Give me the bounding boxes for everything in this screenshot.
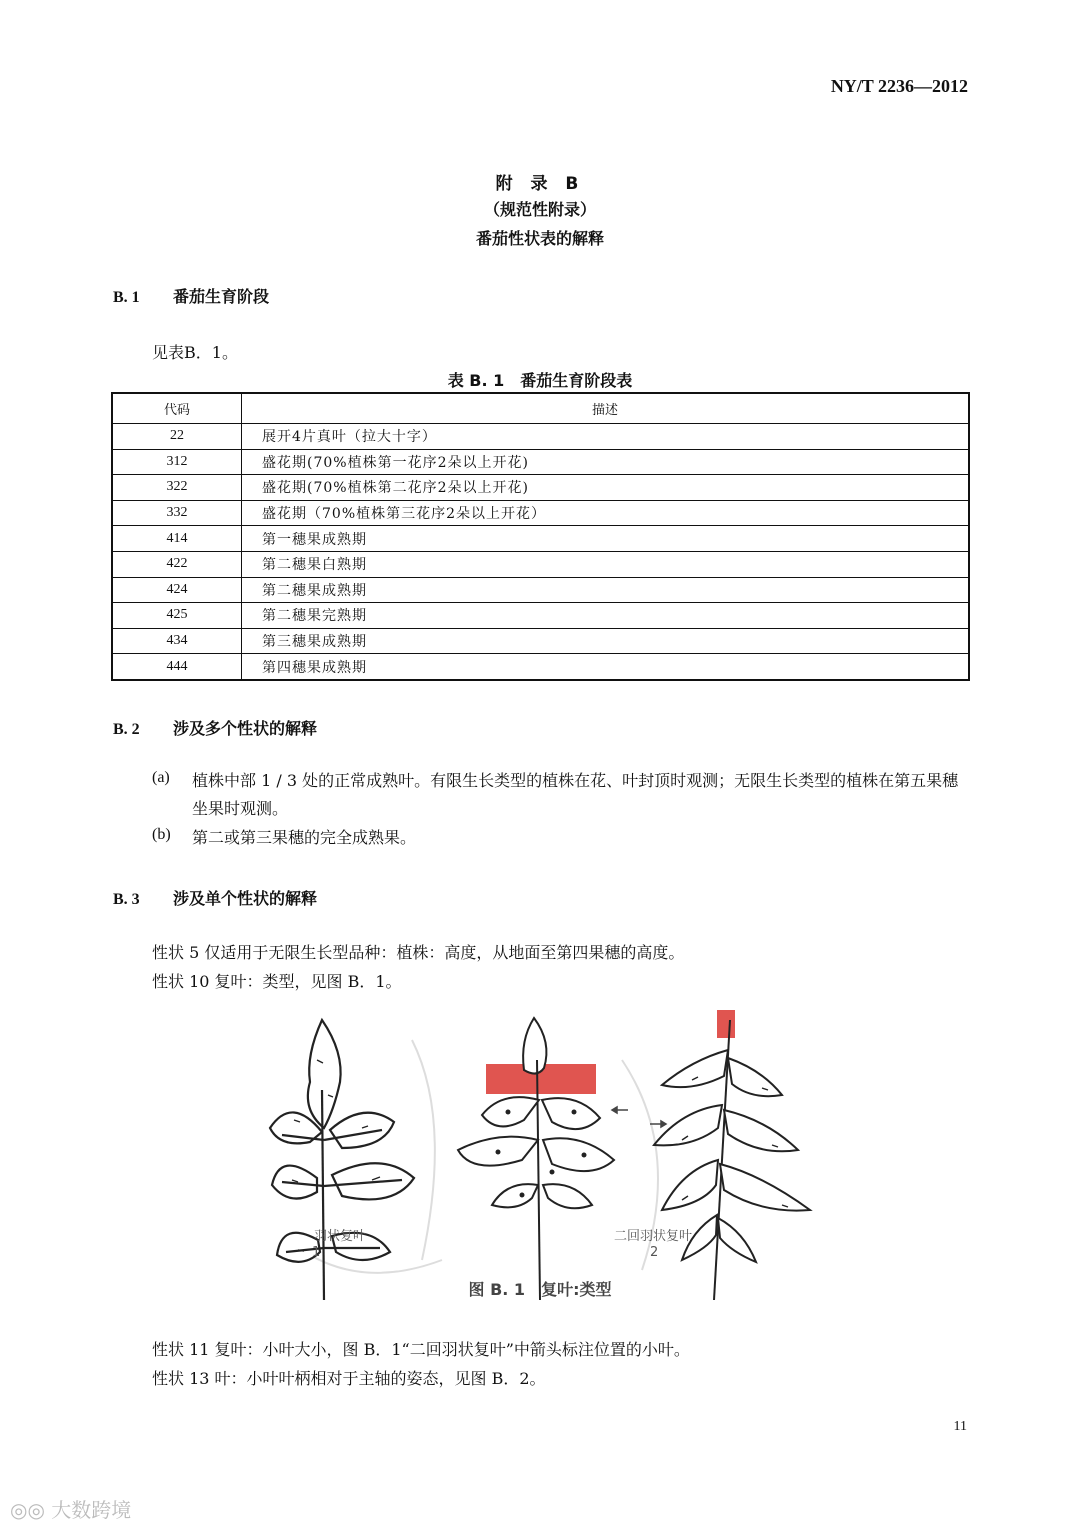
figure-label-2: 二回羽状复叶 (614, 1229, 693, 1244)
list-item (152, 824, 968, 852)
table-row (112, 551, 969, 577)
stage-description-cell: 第二穗果白熟期 (242, 551, 970, 577)
stage-description-cell: 第二穗果成熟期 (242, 577, 970, 603)
section-title: 涉及多个性状的解释 (173, 719, 318, 738)
table-header-row (112, 393, 969, 424)
page-number: 11 (953, 1419, 967, 1434)
stage-description-cell: 第二穗果完熟期 (242, 603, 970, 629)
arrow-icon (612, 1107, 666, 1127)
paragraph: 性状 13 叶：小叶叶柄相对于主轴的姿态，见图 B．2。 (152, 1369, 546, 1388)
table-row (112, 500, 969, 526)
list-item-label: (b) (152, 826, 171, 843)
stage-code-cell: 434 (112, 628, 242, 654)
stage-code-cell: 425 (112, 603, 242, 629)
table-row (112, 577, 969, 603)
watermark-logo-icon: ◎◎ (10, 1498, 45, 1522)
stage-description-cell: 第一穗果成熟期 (242, 526, 970, 552)
section-heading-b3 (113, 886, 317, 909)
stage-code-cell: 22 (112, 424, 242, 450)
list-item (152, 767, 968, 823)
document-id: NY/T 2236—2012 (830, 76, 968, 96)
figure-caption: 图 B. 1 复叶:类型 (468, 1280, 612, 1299)
section-heading-b1 (113, 284, 269, 307)
stage-description-cell: 第四穗果成熟期 (242, 654, 970, 680)
growth-stage-table (111, 392, 970, 681)
section-b1-intro: 见表B．1。 (152, 343, 238, 362)
stage-code-cell: 322 (112, 475, 242, 501)
table-row (112, 628, 969, 654)
stage-code-cell: 414 (112, 526, 242, 552)
stage-description-cell: 展开4片真叶（拉大十字） (242, 424, 970, 450)
stage-description-cell: 盛花期（70%植株第三花序2朵以上开花） (242, 500, 970, 526)
stage-code-cell: 422 (112, 551, 242, 577)
table-row (112, 475, 969, 501)
section-title: 涉及单个性状的解释 (173, 889, 318, 908)
list-item-text: 第二或第三果穗的完全成熟果。 (192, 828, 417, 847)
paragraph: 性状 10 复叶：类型，见图 B．1。 (152, 972, 402, 991)
section-number: B. 2 (113, 721, 140, 738)
section-number: B. 1 (113, 289, 140, 306)
highlight-band-right (717, 1010, 735, 1038)
paragraph: 性状 5 仅适用于无限生长型品种：植株：高度，从地面至第四果穗的高度。 (152, 943, 685, 962)
appendix-subtitle: 番茄性状表的解释 (475, 229, 604, 248)
stage-description-cell: 第三穗果成熟期 (242, 628, 970, 654)
appendix-title: 附 录 B (495, 174, 585, 194)
list-item-label: (a) (152, 769, 170, 786)
stage-code-cell: 312 (112, 449, 242, 475)
table-row (112, 526, 969, 552)
pinnate-leaf-drawing (270, 1020, 414, 1300)
stage-description-cell: 盛花期(70%植株第一花序2朵以上开花) (242, 449, 970, 475)
appendix-type: （规范性附录） (483, 200, 596, 219)
stage-code-cell: 332 (112, 500, 242, 526)
bipinnate-dense-leaf-drawing (654, 1020, 810, 1300)
section-title: 番茄生育阶段 (173, 287, 270, 306)
watermark-text: 大数跨境 (51, 1498, 132, 1522)
section-number: B. 3 (113, 891, 140, 908)
table-caption: 表 B. 1 番茄生育阶段表 (447, 371, 633, 390)
compound-leaf-figure (262, 1000, 820, 1300)
table-header-code: 代码 (112, 393, 242, 424)
paragraph: 性状 11 复叶：小叶大小，图 B．1“二回羽状复叶”中箭头标注位置的小叶。 (152, 1340, 690, 1359)
watermark (10, 1494, 131, 1523)
section-heading-b2 (113, 716, 317, 739)
figure-number-1: 1 (312, 1245, 321, 1260)
stage-code-cell: 424 (112, 577, 242, 603)
bipinnate-leaf-drawing (458, 1018, 614, 1300)
stage-description-cell: 盛花期(70%植株第二花序2朵以上开花) (242, 475, 970, 501)
figure-label-1: 羽状复叶 (314, 1229, 367, 1244)
table-row (112, 654, 969, 680)
table-header-description: 描述 (242, 393, 970, 424)
stage-code-cell: 444 (112, 654, 242, 680)
figure-number-2: 2 (650, 1245, 659, 1260)
table-row (112, 424, 969, 450)
table-row (112, 603, 969, 629)
list-item-text: 植株中部 1 / 3 处的正常成熟叶。有限生长类型的植株在花、叶封顶时观测；无限生长类型的植株在第五果穗坐果时观测。 (192, 771, 959, 818)
table-row (112, 449, 969, 475)
